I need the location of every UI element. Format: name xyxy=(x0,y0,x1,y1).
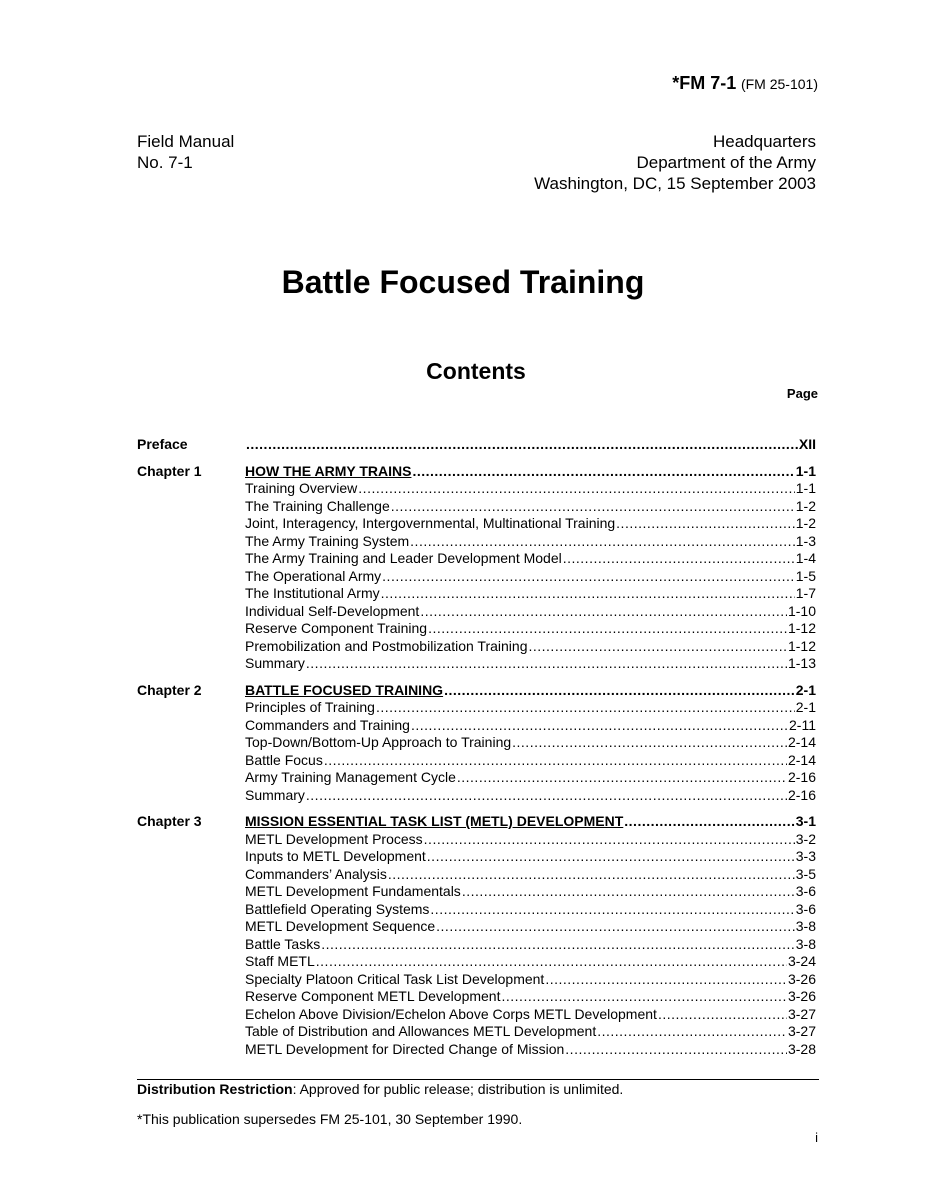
toc-entry-title: METL Development Fundamentals xyxy=(245,883,461,899)
toc-page-number: 3-8 xyxy=(795,935,816,952)
toc-section-entry[interactable] xyxy=(245,638,816,656)
toc-page-number: 1-7 xyxy=(795,585,816,601)
toc-page-number: 2-16 xyxy=(787,786,816,803)
toc-page-number: 1-12 xyxy=(787,620,816,636)
toc-chapter-group xyxy=(137,682,816,805)
toc-page-number: 3-8 xyxy=(795,918,816,934)
chapter-label: Chapter 3 xyxy=(137,813,202,829)
toc-section-entry[interactable] xyxy=(245,988,816,1006)
document-designation xyxy=(672,73,818,94)
dot-leader xyxy=(420,603,787,621)
dot-leader xyxy=(424,831,795,849)
dot-leader xyxy=(427,848,795,866)
toc-section-entry[interactable] xyxy=(245,787,816,805)
toc-chapter-group xyxy=(137,813,816,1058)
toc-section-entry[interactable] xyxy=(245,971,816,989)
chapter-label: Chapter 1 xyxy=(137,462,202,479)
toc-entry-title: Principles of Training xyxy=(245,699,375,715)
page-number: i xyxy=(815,1130,818,1145)
toc-entry-title: Training Overview xyxy=(245,480,358,496)
toc-entry-title: Battle Tasks xyxy=(245,935,321,952)
footer-rule xyxy=(137,1079,819,1080)
dot-leader xyxy=(512,734,787,752)
toc-entry-title: The Training Challenge xyxy=(245,497,390,514)
document-title: Battle Focused Training xyxy=(281,264,645,300)
toc-page-number: 1-3 xyxy=(795,532,816,549)
toc-page-number: 3-24 xyxy=(787,953,816,969)
toc-entry-title: Individual Self-Development xyxy=(245,602,420,619)
toc-page-number: 2-14 xyxy=(787,751,816,768)
page-column-heading: Page xyxy=(786,386,818,401)
toc-page-number: 2-1 xyxy=(795,699,816,715)
toc-entry-title: Reserve Component Training xyxy=(245,620,428,636)
toc-page-number: 3-6 xyxy=(795,883,816,899)
toc-entry-title: Table of Distribution and Allowances METL Development xyxy=(245,1023,597,1039)
toc-entry-title: The Institutional Army xyxy=(245,585,380,601)
toc-entry-title: METL Development Sequence xyxy=(245,918,436,934)
toc-section-entry[interactable] xyxy=(245,901,816,919)
field-manual-number: No. 7-1 xyxy=(137,153,193,172)
toc-page-number: 1-12 xyxy=(787,637,816,654)
toc-entry-title: Summary xyxy=(245,655,305,671)
dot-leader xyxy=(246,436,798,454)
supersedes-note: *This publication supersedes FM 25-101, 30 September 1990. xyxy=(137,1111,523,1127)
dot-leader xyxy=(428,620,787,638)
toc-section-entry[interactable] xyxy=(245,953,816,971)
toc-section-entry[interactable] xyxy=(245,1006,816,1024)
designation-sub: (FM 25-101) xyxy=(740,76,818,92)
dot-leader xyxy=(306,787,787,805)
dot-leader xyxy=(391,498,795,516)
toc-entry-title: Commanders and Training xyxy=(245,716,410,733)
toc-preface-group xyxy=(137,436,816,454)
toc-entry-title: Army Training Management Cycle xyxy=(245,769,456,785)
toc-section-entry[interactable] xyxy=(245,918,816,936)
toc-chapter-title[interactable] xyxy=(245,813,816,831)
toc-section-entry[interactable] xyxy=(245,769,816,787)
toc-page-number: 3-26 xyxy=(787,988,816,1004)
toc-section-entry[interactable] xyxy=(245,734,816,752)
toc-section-entry[interactable] xyxy=(245,1023,816,1041)
toc-page-number: 3-28 xyxy=(787,1040,816,1057)
dot-leader xyxy=(324,752,787,770)
toc-entry-title: METL Development Process xyxy=(245,830,423,847)
toc-page-number: 3-26 xyxy=(787,970,816,987)
toc-entry-title: BATTLE FOCUSED TRAINING xyxy=(245,681,444,698)
toc-entry-title: Top-Down/Bottom-Up Approach to Training xyxy=(245,734,512,750)
toc-preface-entry[interactable] xyxy=(245,436,816,454)
toc-entry-title: Commanders’ Analysis xyxy=(245,865,387,882)
toc-section-entry[interactable] xyxy=(245,717,816,735)
toc-entry-title: HOW THE ARMY TRAINS xyxy=(245,462,412,479)
toc-page-number: 1-4 xyxy=(795,550,816,566)
toc-section-entry[interactable] xyxy=(245,752,816,770)
toc-section-entry[interactable] xyxy=(245,603,816,621)
toc-entry-title: Battlefield Operating Systems xyxy=(245,900,430,917)
field-manual-label: Field Manual xyxy=(137,132,235,151)
toc-page-number: 1-13 xyxy=(787,655,816,671)
dot-leader xyxy=(545,971,787,989)
designation-main: *FM 7-1 xyxy=(672,73,737,93)
headquarters-block xyxy=(534,131,816,194)
toc-entry-title: Reserve Component METL Development xyxy=(245,988,501,1004)
hq-line-3: Washington, DC, 15 September 2003 xyxy=(534,174,816,193)
distribution-restriction xyxy=(137,1081,623,1098)
toc-entry-title: MISSION ESSENTIAL TASK LIST (METL) DEVELOPMENT xyxy=(245,813,624,829)
dot-leader xyxy=(658,1006,787,1024)
toc-section-entry[interactable] xyxy=(245,1041,816,1059)
toc-page-number: 2-1 xyxy=(795,681,816,698)
toc-section-entry[interactable] xyxy=(245,515,816,533)
toc-chapter-title[interactable] xyxy=(245,682,816,700)
dot-leader xyxy=(565,1041,787,1059)
toc-page-number: 3-3 xyxy=(795,848,816,864)
toc-page-number: 3-1 xyxy=(795,813,816,829)
toc-entry-title: Staff METL xyxy=(245,953,315,969)
toc-section-entry[interactable] xyxy=(245,936,816,954)
dot-leader xyxy=(381,585,795,603)
toc-section-entry[interactable] xyxy=(245,699,816,717)
toc-entry-title: Joint, Interagency, Intergovernmental, Multinational Training xyxy=(245,515,616,531)
hq-line-2: Department of the Army xyxy=(636,153,816,172)
toc-entry-title: Battle Focus xyxy=(245,751,323,768)
dot-leader xyxy=(321,936,795,954)
toc-page-number: 1-10 xyxy=(787,602,816,619)
table-of-contents xyxy=(137,436,816,1067)
toc-page-number: 1-2 xyxy=(795,515,816,531)
dot-leader xyxy=(430,901,794,919)
dot-leader xyxy=(563,550,795,568)
contents-heading: Contents xyxy=(426,358,526,384)
dot-leader xyxy=(316,953,787,971)
toc-section-entry[interactable] xyxy=(245,620,816,638)
toc-section-entry[interactable] xyxy=(245,533,816,551)
toc-entry-title: Echelon Above Division/Echelon Above Corps METL Development xyxy=(245,1005,657,1022)
toc-page-number: 2-14 xyxy=(787,734,816,750)
toc-entry-title: Summary xyxy=(245,786,305,803)
field-manual-block xyxy=(137,131,234,173)
dot-leader xyxy=(358,480,794,498)
toc-section-entry[interactable] xyxy=(245,585,816,603)
dot-leader xyxy=(616,515,795,533)
toc-section-entry[interactable] xyxy=(245,848,816,866)
dot-leader xyxy=(502,988,787,1006)
toc-page-number: XII xyxy=(798,436,816,452)
dot-leader xyxy=(457,769,787,787)
toc-entry-title: METL Development for Directed Change of Mission xyxy=(245,1040,565,1057)
toc-page-number: 3-6 xyxy=(795,900,816,917)
toc-page-number: 1-1 xyxy=(795,480,816,496)
toc-section-entry[interactable] xyxy=(245,498,816,516)
toc-entry-title: Inputs to METL Development xyxy=(245,848,426,864)
toc-section-entry[interactable] xyxy=(245,883,816,901)
distribution-text: : Approved for public release; distribution is unlimited. xyxy=(292,1081,624,1097)
toc-page-number: 2-11 xyxy=(789,716,816,733)
toc-entry-title: The Operational Army xyxy=(245,567,382,584)
dot-leader xyxy=(306,655,787,673)
dot-leader xyxy=(462,883,795,901)
toc-section-entry[interactable] xyxy=(245,866,816,884)
dot-leader xyxy=(388,866,795,884)
toc-entry-title: The Army Training System xyxy=(245,532,410,549)
toc-section-entry[interactable] xyxy=(245,831,816,849)
chapter-label: Chapter 2 xyxy=(137,681,202,698)
dot-leader xyxy=(376,699,795,717)
toc-page-number: 2-16 xyxy=(787,769,816,785)
toc-section-entry[interactable] xyxy=(245,655,816,673)
toc-page-number: 3-27 xyxy=(787,1005,816,1022)
toc-page-number: 1-2 xyxy=(795,497,816,514)
toc-page-number: 1-1 xyxy=(795,462,816,479)
hq-line-1: Headquarters xyxy=(712,132,816,151)
dot-leader xyxy=(410,533,795,551)
dot-leader xyxy=(597,1023,787,1041)
toc-chapter-title[interactable] xyxy=(245,463,816,481)
dot-leader xyxy=(444,682,795,700)
toc-page-number: 3-27 xyxy=(787,1023,816,1039)
toc-chapter-group xyxy=(137,463,816,673)
dot-leader xyxy=(436,918,795,936)
preface-label: Preface xyxy=(137,436,188,452)
toc-section-entry[interactable] xyxy=(245,568,816,586)
dot-leader xyxy=(624,813,794,831)
toc-page-number: 1-5 xyxy=(795,567,816,584)
distribution-label: Distribution Restriction xyxy=(137,1081,293,1097)
toc-chapters xyxy=(137,463,816,1059)
toc-entry-title: Premobilization and Postmobilization Training xyxy=(245,637,528,654)
toc-section-entry[interactable] xyxy=(245,480,816,498)
dot-leader xyxy=(412,463,794,481)
toc-entry-title: The Army Training and Leader Development Model xyxy=(245,550,562,566)
dot-leader xyxy=(528,638,786,656)
toc-entry-title: Specialty Platoon Critical Task List Development xyxy=(245,970,545,987)
toc-page-number: 3-2 xyxy=(795,830,816,847)
dot-leader xyxy=(382,568,795,586)
toc-page-number: 3-5 xyxy=(795,865,816,882)
toc-section-entry[interactable] xyxy=(245,550,816,568)
dot-leader xyxy=(411,717,788,735)
